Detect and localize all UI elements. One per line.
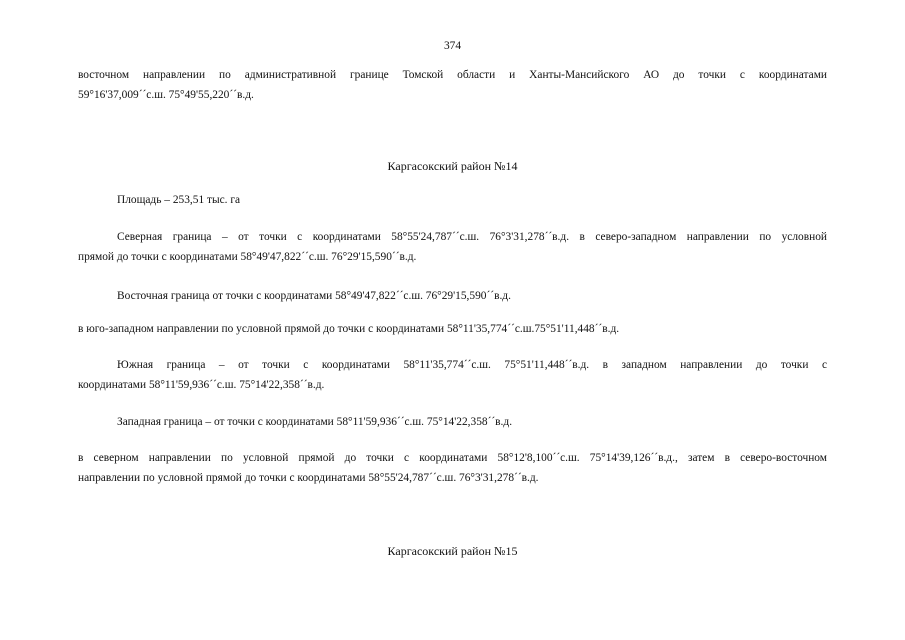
east-boundary-line-1: Восточная граница от точки с координатами 58°49'47,822´´с.ш. 76°29'15,590´´в.д. — [117, 290, 511, 302]
intro-paragraph — [78, 65, 827, 105]
intro-line-2: 59°16'37,009´´с.ш. 75°49'55,220´´в.д. — [78, 89, 254, 101]
area-text: Площадь – 253,51 тыс. га — [117, 194, 241, 206]
north-boundary-line-2: прямой до точки с координатами 58°49'47,822´´с.ш. 76°29'15,590´´в.д. — [78, 251, 417, 263]
north-boundary-line-1: Северная граница – от точки с координатами 58°55'24,787´´с.ш. 76°3'31,278´´в.д. в северо-западном направлении по условной — [117, 231, 827, 243]
section-15-heading: Каргасокский район №15 — [387, 544, 518, 558]
south-boundary-line-1: Южная граница – от точки с координатами 58°11'35,774´´с.ш. 75°51'11,448´´в.д. в западном направлении до точки с — [117, 359, 827, 371]
east-boundary-line-2: в юго-западном направлении по условной прямой до точки с координатами 58°11'35,774´´с.ш.75°51'11,448´´в.д. — [78, 323, 620, 335]
west-boundary-paragraph — [78, 448, 827, 488]
west-boundary-line-3: направлении по условной прямой до точки с координатами 58°55'24,787´´с.ш. 76°3'31,278´´в.д. — [78, 472, 539, 484]
south-boundary-paragraph — [78, 355, 827, 395]
west-boundary-line-2: в северном направлении по условной прямой до точки с координатами 58°12'8,100´´с.ш. 75°14'39,126´´в.д., затем в северо-восточном — [78, 452, 827, 464]
west-boundary-line-1: Западная граница – от точки с координатами 58°11'59,936´´с.ш. 75°14'22,358´´в.д. — [117, 416, 513, 428]
south-boundary-line-2: координатами 58°11'59,936´´с.ш. 75°14'22,358´´в.д. — [78, 379, 325, 391]
intro-line-1: восточном направлении по административной границе Томской области и Ханты-Мансийского АО до точки с координатами — [78, 69, 827, 81]
page-number: 374 — [443, 40, 462, 52]
section-14-heading: Каргасокский район №14 — [387, 159, 518, 173]
north-boundary-paragraph — [78, 227, 827, 267]
